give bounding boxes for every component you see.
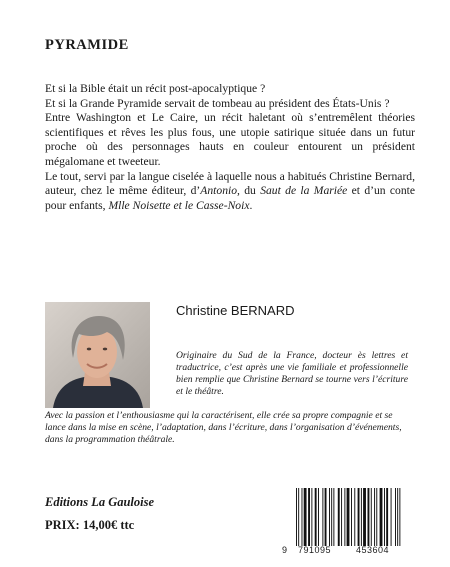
author-bio-text: Avec la passion et l’enthousiasme qui la caractérisent, elle crée sa propre compagnie et se lance dans la mise en scène, l’adaptation, dans l’écriture, dans l’organisation d’événements, dans la programmation théâtrale. <box>45 410 402 446</box>
blurb-text: . <box>249 198 253 212</box>
blurb-paragraph-1: Et si la Bible était un récit post-apocalyptique ? <box>45 82 266 95</box>
barcode-digit-prefix: 9 <box>282 545 288 555</box>
blurb-text: Le tout, servi par la langue ciselée à laquelle nous a habitués Christine Bernard, auteur, chez le même éditeur, d’ <box>45 169 415 198</box>
author-bio-text: Originaire du Sud de la France, docteur ès lettres et traductrice, c’est après une vie familiale et professionnelle bien remplie que Christine Bernard se tourne vers l’écriture et le théâtre. <box>176 350 408 398</box>
barcode <box>292 488 414 546</box>
blurb-paragraph-4 <box>45 170 415 214</box>
author-name: Christine BERNARD <box>176 303 295 318</box>
work-title-noisette: Mlle Noisette et le Casse-Noix <box>108 198 250 212</box>
blurb-text: et d’un conte pour enfants, <box>45 184 416 212</box>
blurb-paragraph-3: Entre Washington et Le Caire, un récit haletant où s’entremêlent théories scientifiques et rêves les plus fous, une utopie satirique située dans un futur proche où des personnages hauts en couleur entourent un président mégalomane et tweeteur. <box>45 111 415 168</box>
book-title: PYRAMIDE <box>45 37 129 53</box>
price: PRIX: 14,00€ ttc <box>45 518 135 532</box>
author-photo <box>45 302 150 408</box>
barcode-digits-right: 453604 <box>356 545 390 555</box>
work-title-antonio: Antonio, <box>200 184 240 198</box>
blurb <box>45 82 415 213</box>
publisher-name: Editions La Gauloise <box>45 495 155 509</box>
work-title-saut: Saut de la Mariée <box>260 184 348 198</box>
author-bio-1 <box>176 350 408 398</box>
blurb-text: du <box>239 184 261 198</box>
barcode-number <box>282 545 422 555</box>
blurb-paragraph-2: Et si la Grande Pyramide servait de tombeau au président des États-Unis ? <box>45 96 390 110</box>
author-bio-2 <box>45 410 409 446</box>
barcode-digits-left: 791095 <box>298 545 332 555</box>
